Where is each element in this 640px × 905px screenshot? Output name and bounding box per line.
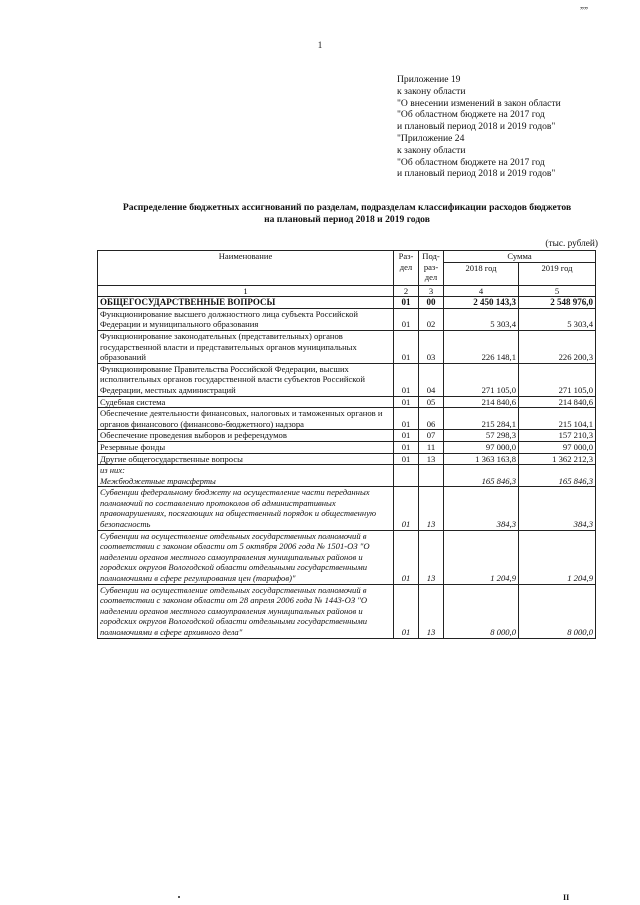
table-row <box>98 453 596 465</box>
header-razdel: Раз- дел <box>394 251 419 286</box>
row-name: Резервные фонды <box>98 441 394 453</box>
row-name: ОБЩЕГОСУДАРСТВЕННЫЕ ВОПРОСЫ <box>98 297 394 309</box>
table-row <box>98 363 596 396</box>
row-amount-2018: 97 000,0 <box>444 441 519 453</box>
column-number: 3 <box>419 285 444 297</box>
column-number: 5 <box>519 285 596 297</box>
row-razdel: 01 <box>394 408 419 430</box>
row-amount-2018: 384,3 <box>444 487 519 530</box>
header-name: Наименование <box>98 251 394 286</box>
column-number: 4 <box>444 285 519 297</box>
row-amount-2018: 1 204,9 <box>444 530 519 584</box>
row-name: из них: Межбюджетные трансферты <box>98 465 394 487</box>
row-amount-2019: 271 105,0 <box>519 363 596 396</box>
table-header-row <box>98 251 596 263</box>
table-row <box>98 487 596 530</box>
row-amount-2019: 215 104,1 <box>519 408 596 430</box>
row-amount-2018: 226 148,1 <box>444 330 519 363</box>
row-amount-2018: 214 840,6 <box>444 396 519 408</box>
budget-table <box>97 250 596 639</box>
table-row <box>98 396 596 408</box>
row-razdel: 01 <box>394 453 419 465</box>
header-podrazdel: Под- раз- дел <box>419 251 444 286</box>
row-name: Функционирование Правительства Российской Федерации, высших исполнительных органов государственной власти субъектов Российской Федерации, местных администраций <box>98 363 394 396</box>
row-amount-2018: 165 846,3 <box>444 465 519 487</box>
row-amount-2018: 271 105,0 <box>444 363 519 396</box>
table-row <box>98 408 596 430</box>
row-podrazdel: 04 <box>419 363 444 396</box>
row-amount-2019: 1 204,9 <box>519 530 596 584</box>
row-podrazdel <box>419 465 444 487</box>
row-amount-2019: 165 846,3 <box>519 465 596 487</box>
row-name: Обеспечение деятельности финансовых, налоговых и таможенных органов и органов финансового (финансово-бюджетного) надзора <box>98 408 394 430</box>
row-podrazdel: 13 <box>419 530 444 584</box>
appendix-line: к закону области <box>397 85 466 97</box>
row-amount-2019: 214 840,6 <box>519 396 596 408</box>
row-razdel: 01 <box>394 441 419 453</box>
header-year-2019: 2019 год <box>519 262 596 285</box>
row-podrazdel: 05 <box>419 396 444 408</box>
page-corner-mark: „„ <box>580 0 588 10</box>
row-podrazdel: 13 <box>419 453 444 465</box>
table-row <box>98 308 596 330</box>
scan-speck <box>178 896 180 898</box>
appendix-line: "О внесении изменений в закон области <box>397 97 561 109</box>
header-sum: Сумма <box>444 251 596 263</box>
row-name: Обеспечение проведения выборов и референдумов <box>98 430 394 442</box>
row-name: Другие общегосударственные вопросы <box>98 453 394 465</box>
appendix-line: к закону области <box>397 144 466 156</box>
title-line: Распределение бюджетных ассигнований по разделам, подразделам классификации расходов бюджетов <box>122 202 572 213</box>
row-podrazdel: 07 <box>419 430 444 442</box>
row-name: Судебная система <box>98 396 394 408</box>
row-name: Субвенции федеральному бюджету на осуществление части переданных полномочий по составлению протоколов об административных правонарушениях, посягающих на общественный порядок и общественную безопасность <box>98 487 394 530</box>
row-name: Субвенции на осуществление отдельных государственных полномочий в соответствии с законом области от 5 октября 2006 года № 1501-ОЗ "О наделении органов местного самоуправления муниципальных районов и городских округов Вологодской области отдельными государственными полномочиями в сфере регулирования цен (тарифов)" <box>98 530 394 584</box>
row-amount-2019: 1 362 212,3 <box>519 453 596 465</box>
row-amount-2019: 2 548 976,0 <box>519 297 596 309</box>
row-razdel: 01 <box>394 396 419 408</box>
column-number: 1 <box>98 285 394 297</box>
column-numbers-row <box>98 285 596 297</box>
row-podrazdel: 13 <box>419 487 444 530</box>
row-amount-2018: 215 284,1 <box>444 408 519 430</box>
table-row <box>98 465 596 487</box>
appendix-line: и плановый период 2018 и 2019 годов" <box>397 168 556 180</box>
row-razdel: 01 <box>394 330 419 363</box>
row-amount-2019: 5 303,4 <box>519 308 596 330</box>
table-row <box>98 330 596 363</box>
row-podrazdel: 00 <box>419 297 444 309</box>
row-razdel: 01 <box>394 297 419 309</box>
row-podrazdel: 02 <box>419 308 444 330</box>
row-razdel: 01 <box>394 530 419 584</box>
row-amount-2018: 8 000,0 <box>444 584 519 638</box>
page-number: 1 <box>317 40 323 50</box>
appendix-line: "Приложение 24 <box>397 132 465 144</box>
table-row <box>98 584 596 638</box>
row-name: Функционирование высшего должностного лица субъекта Российской Федерации и муниципального образования <box>98 308 394 330</box>
table-row <box>98 297 596 309</box>
row-podrazdel: 11 <box>419 441 444 453</box>
row-amount-2018: 57 298,3 <box>444 430 519 442</box>
appendix-line: Приложение 19 <box>397 74 461 85</box>
appendix-line: "Об областном бюджете на 2017 год <box>397 109 545 121</box>
row-razdel: 01 <box>394 487 419 530</box>
row-podrazdel: 06 <box>419 408 444 430</box>
table-row <box>98 441 596 453</box>
document-title <box>92 202 602 226</box>
row-amount-2018: 5 303,4 <box>444 308 519 330</box>
column-number: 2 <box>394 285 419 297</box>
row-razdel: 01 <box>394 584 419 638</box>
appendix-line: "Об областном бюджете на 2017 год <box>397 156 545 168</box>
row-amount-2018: 2 450 143,3 <box>444 297 519 309</box>
row-amount-2019: 97 000,0 <box>519 441 596 453</box>
row-name: Субвенции на осуществление отдельных государственных полномочий в соответствии с законом области от 28 апреля 2006 года № 1443-ОЗ "О наделении органов местного самоуправления муниципальных районов и городских округов Вологодской области отдельными государственными полномочиями в сфере архивного дела" <box>98 584 394 638</box>
row-amount-2019: 157 210,3 <box>519 430 596 442</box>
appendix-block <box>397 74 561 180</box>
row-razdel: 01 <box>394 308 419 330</box>
row-razdel: 01 <box>394 430 419 442</box>
row-amount-2019: 226 200,3 <box>519 330 596 363</box>
row-amount-2019: 8 000,0 <box>519 584 596 638</box>
bottom-mark: II <box>563 893 570 902</box>
title-line: на плановый период 2018 и 2019 годов <box>264 214 430 225</box>
appendix-line: и плановый период 2018 и 2019 годов" <box>397 121 556 133</box>
table-row <box>98 530 596 584</box>
row-amount-2019: 384,3 <box>519 487 596 530</box>
row-razdel <box>394 465 419 487</box>
row-amount-2018: 1 363 163,8 <box>444 453 519 465</box>
header-year-2018: 2018 год <box>444 262 519 285</box>
row-name: Функционирование законодательных (представительных) органов государственной власти и представительных органов муниципальных образований <box>98 330 394 363</box>
table-row <box>98 430 596 442</box>
row-razdel: 01 <box>394 363 419 396</box>
row-podrazdel: 13 <box>419 584 444 638</box>
row-podrazdel: 03 <box>419 330 444 363</box>
units-label: (тыс. рублей) <box>545 239 598 249</box>
